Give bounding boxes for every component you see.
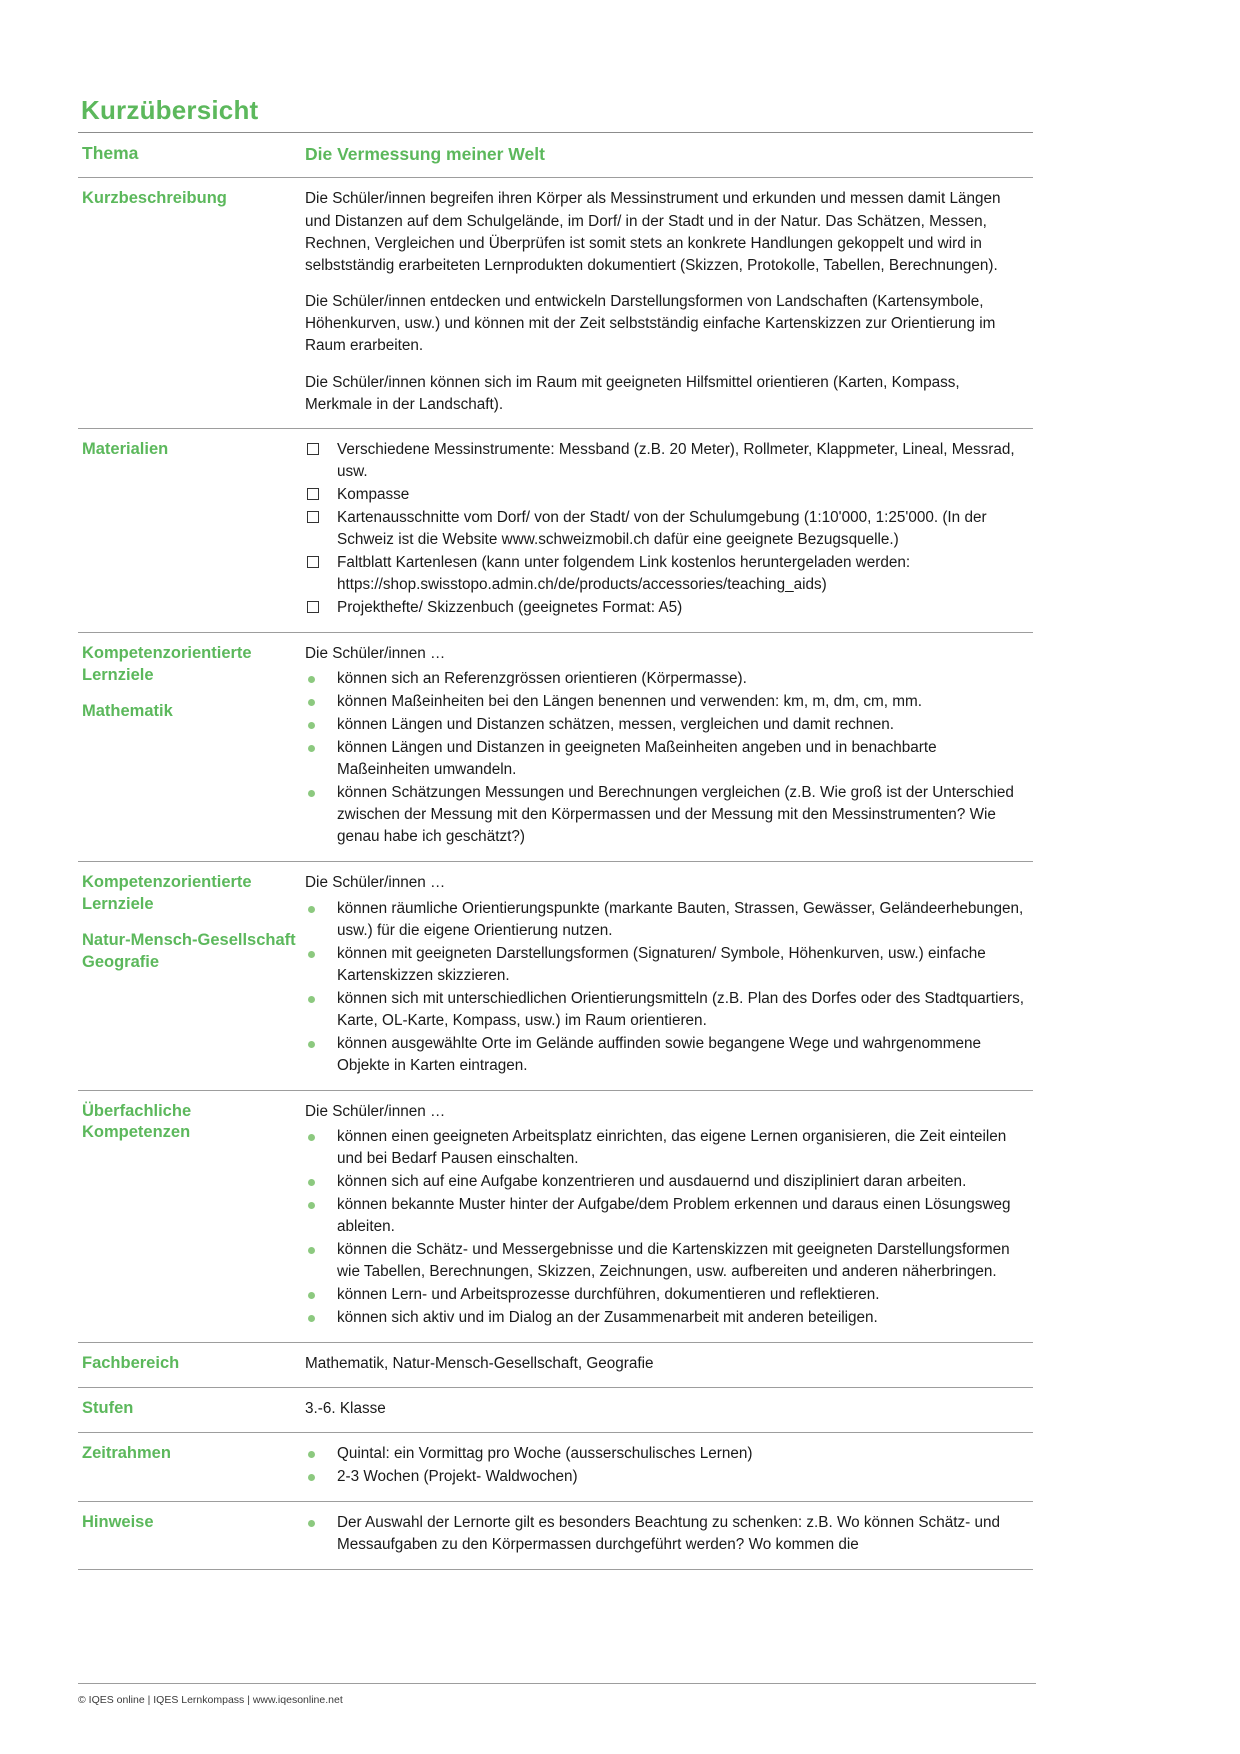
competencies-list — [305, 1126, 1029, 1329]
list-item: können sich mit unterschiedlichen Orientierungsmitteln (z.B. Plan des Dorfes oder des Stadtquartiers, Karte, OL-Karte, Kompass, usw.) im Raum orientieren. — [305, 988, 1029, 1032]
list-item: können Längen und Distanzen schätzen, messen, vergleichen und damit rechnen. — [305, 714, 1029, 736]
list-item: Faltblatt Kartenlesen (kann unter folgendem Link kostenlos heruntergeladen werden: https://shop.swisstopo.admin.ch/de/products/accessories/teaching_aids) — [305, 552, 1029, 596]
row-label-primary: Kompetenzorientierte Lernziele — [82, 644, 252, 684]
row-label: Materialien — [78, 428, 301, 632]
row-label: Hinweise — [78, 1502, 301, 1570]
row-label: Stufen — [78, 1388, 301, 1433]
table-bottom-divider — [78, 1569, 1033, 1570]
table-row — [78, 428, 1033, 632]
row-label: Thema — [78, 133, 301, 178]
table-row — [78, 1388, 1033, 1433]
list-item: können sich aktiv und im Dialog an der Zusammenarbeit mit anderen beteiligen. — [305, 1307, 1029, 1329]
list-item: können mit geeigneten Darstellungsformen (Signaturen/ Symbole, Höhenkurven, usw.) einfache Kartenskizzen skizzieren. — [305, 943, 1029, 987]
row-label — [78, 633, 301, 862]
list-item: 2-3 Wochen (Projekt- Waldwochen) — [305, 1466, 1029, 1488]
row-label — [78, 862, 301, 1090]
page-footer: © IQES online | IQES Lernkompass | www.iqesonline.net — [78, 1694, 343, 1706]
objectives-list — [305, 668, 1029, 848]
list-item: können Maßeinheiten bei den Längen benennen und verwenden: km, m, dm, cm, mm. — [305, 691, 1029, 713]
materials-list — [305, 439, 1029, 619]
list-item: Quintal: ein Vormittag pro Woche (ausserschulisches Lernen) — [305, 1443, 1029, 1465]
row-value: 3.-6. Klasse — [301, 1388, 1033, 1433]
list-item: können sich auf eine Aufgabe konzentrieren und ausdauernd und diszipliniert daran arbeiten. — [305, 1171, 1029, 1193]
list-item: Kartenausschnitte vom Dorf/ von der Stadt/ von der Schulumgebung (1:10'000, 1:25'000. (In der Schweiz ist die Website www.schweizmobil.ch dafür eine geeignete Bezugsquelle.) — [305, 507, 1029, 551]
table-row — [78, 1502, 1033, 1570]
row-value — [301, 428, 1033, 632]
row-value — [301, 633, 1033, 862]
list-item: Der Auswahl der Lernorte gilt es besonders Beachtung zu schenken: z.B. Wo können Schätz- und Messaufgaben zu den Körpermassen durchgeführt werden? Wo kommen die — [305, 1512, 1029, 1556]
list-item: können bekannte Muster hinter der Aufgabe/dem Problem erkennen und daraus einen Lösungsweg ableiten. — [305, 1194, 1029, 1238]
objectives-list — [305, 898, 1029, 1077]
row-label: Überfachliche Kompetenzen — [78, 1090, 301, 1342]
table-row — [78, 1090, 1033, 1342]
row-value — [301, 862, 1033, 1090]
row-value: Die Vermessung meiner Welt — [301, 133, 1033, 178]
footer-divider — [78, 1683, 1036, 1684]
paragraph: Die Schüler/innen entdecken und entwickeln Darstellungsformen von Landschaften (Kartensymbole, Höhenkurven, usw.) und können mit der Zeit selbstständig einfache Kartenskizzen zur Orientierung im Raum erarbeiten. — [305, 293, 996, 355]
paragraph: Die Schüler/innen begreifen ihren Körper als Messinstrument und erkunden und messen damit Längen und Distanzen auf dem Schulgelände, im Dorf/ in der Stadt und in der Natur. Das Schätzen, Messen, Rechnen, Vergleichen und Überprüfen ist somit stets an konkrete Handlungen gekoppelt und wird in selbstständig erarbeiteten Lernprodukten dokumentiert (Skizzen, Protokolle, Tabellen, Berechnungen). — [305, 190, 1001, 274]
row-value — [301, 1090, 1033, 1342]
list-item: Kompasse — [305, 484, 1029, 506]
list-item: Verschiedene Messinstrumente: Messband (z.B. 20 Meter), Rollmeter, Klappmeter, Lineal, Messrad, usw. — [305, 439, 1029, 483]
list-item: können Längen und Distanzen in geeigneten Maßeinheiten angeben und in benachbarte Maßeinheiten umwandeln. — [305, 737, 1029, 781]
list-item: können einen geeigneten Arbeitsplatz einrichten, das eigene Lernen organisieren, die Zeit einteilen und bei Bedarf Pausen einschalten. — [305, 1126, 1029, 1170]
row-value — [301, 1433, 1033, 1502]
table-row — [78, 1342, 1033, 1387]
list-item: können Lern- und Arbeitsprozesse durchführen, dokumentieren und reflektieren. — [305, 1284, 1029, 1306]
timeframe-list — [305, 1443, 1029, 1488]
list-item: können ausgewählte Orte im Gelände auffinden sowie begangene Wege und wahrgenommene Objekte in Karten eintragen. — [305, 1033, 1029, 1077]
table-row — [78, 633, 1033, 862]
list-item: Projekthefte/ Skizzenbuch (geeignetes Format: A5) — [305, 597, 1029, 619]
page-title: Kurzübersicht — [81, 95, 259, 125]
table-row — [78, 1433, 1033, 1502]
row-label-secondary: Natur-Mensch-Gesellschaft Geografie — [82, 930, 296, 971]
notes-list — [305, 1512, 1029, 1556]
row-label-secondary: Mathematik — [82, 701, 173, 720]
row-value: Mathematik, Natur-Mensch-Gesellschaft, Geografie — [301, 1342, 1033, 1387]
table-row — [78, 862, 1033, 1090]
row-label: Kurzbeschreibung — [78, 178, 301, 429]
paragraph: Die Schüler/innen können sich im Raum mit geeigneten Hilfsmittel orientieren (Karten, Kompass, Merkmale in der Landschaft). — [305, 373, 960, 413]
table-row — [78, 178, 1033, 429]
list-item: können räumliche Orientierungspunkte (markante Bauten, Strassen, Gewässer, Geländeerhebungen, usw.) für die eigene Orientierung nutzen. — [305, 898, 1029, 942]
list-item: können Schätzungen Messungen und Berechnungen vergleichen (z.B. Wie groß ist der Unterschied zwischen der Messung mit den Körpermassen und der Messung mit den Messinstrumenten? Wie genau habe ich geschätzt?) — [305, 782, 1029, 848]
overview-table — [78, 132, 1033, 1569]
table-row — [78, 133, 1033, 178]
row-value — [301, 1502, 1033, 1570]
row-label: Zeitrahmen — [78, 1433, 301, 1502]
list-item: können die Schätz- und Messergebnisse und die Kartenskizzen mit geeigneten Darstellungsformen wie Tabellen, Berechnungen, Skizzen, Zeichnungen, usw. aufbereiten und anderen näherbringen. — [305, 1239, 1029, 1283]
row-label: Fachbereich — [78, 1342, 301, 1387]
list-intro: Die Schüler/innen … — [305, 1102, 446, 1120]
row-value — [301, 178, 1033, 429]
row-label-primary: Kompetenzorientierte Lernziele — [82, 873, 252, 914]
list-intro: Die Schüler/innen … — [305, 874, 446, 892]
list-intro: Die Schüler/innen … — [305, 645, 446, 663]
list-item: können sich an Referenzgrössen orientieren (Körpermasse). — [305, 668, 1029, 690]
